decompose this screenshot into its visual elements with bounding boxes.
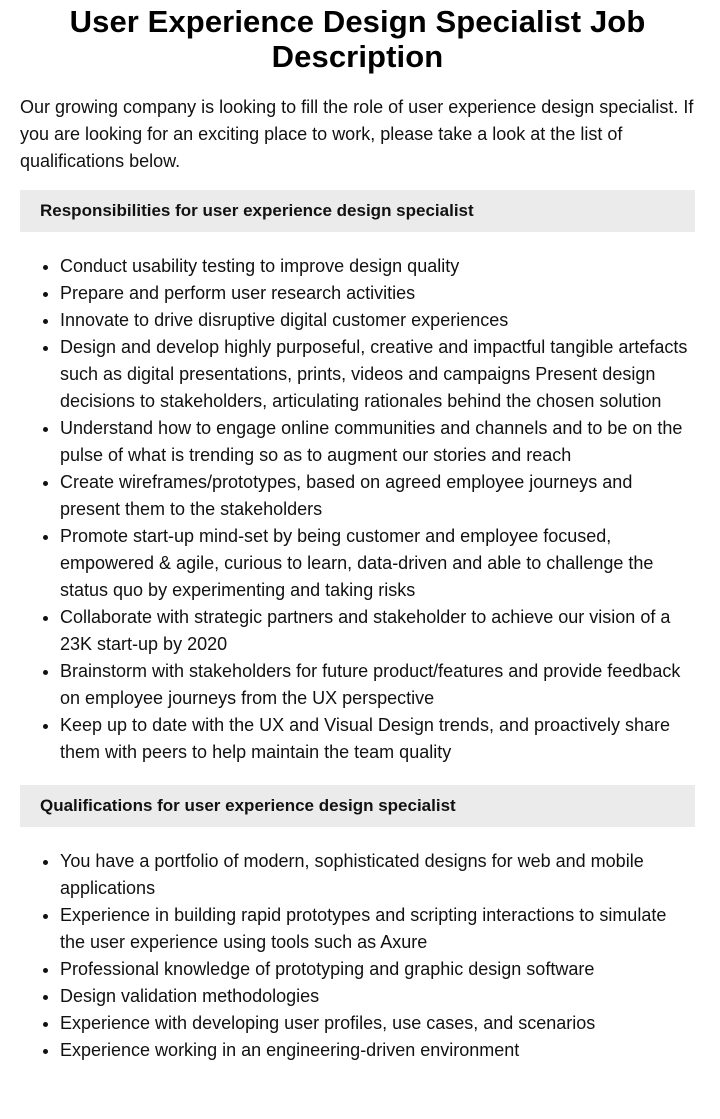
- responsibilities-heading: Responsibilities for user experience design specialist: [20, 190, 695, 232]
- list-item: • Brainstorm with stakeholders for future product/features and provide feedback on employee journeys from the UX perspective: [60, 658, 695, 712]
- list-item: • Keep up to date with the UX and Visual Design trends, and proactively share them with peers to help maintain the team quality: [60, 712, 695, 766]
- list-item: • Promote start-up mind-set by being customer and employee focused, empowered & agile, curious to learn, data-driven and able to challenge the status quo by experimenting and taking risks: [60, 523, 695, 604]
- list-item: • Experience in building rapid prototypes and scripting interactions to simulate the user experience using tools such as Axure: [60, 902, 695, 956]
- list-item: • Design validation methodologies: [60, 983, 695, 1010]
- list-item: • Conduct usability testing to improve design quality: [60, 253, 695, 280]
- list-item: • Experience with developing user profiles, use cases, and scenarios: [60, 1010, 695, 1037]
- qualifications-heading: Qualifications for user experience design specialist: [20, 785, 695, 827]
- list-item: • Understand how to engage online communities and channels and to be on the pulse of what is trending so as to augment our stories and reach: [60, 415, 695, 469]
- qualifications-list: [20, 848, 695, 1064]
- list-item: • Collaborate with strategic partners and stakeholder to achieve our vision of a 23K start-up by 2020: [60, 604, 695, 658]
- list-item: • Prepare and perform user research activities: [60, 280, 695, 307]
- page-title: User Experience Design Specialist Job Description: [69, 4, 646, 74]
- list-item: • Innovate to drive disruptive digital customer experiences: [60, 307, 695, 334]
- responsibilities-list: [20, 253, 695, 766]
- list-item: • Design and develop highly purposeful, creative and impactful tangible artefacts such as digital presentations, prints, videos and campaigns Present design decisions to stakeholders, articulating rationales behind the chosen solution: [60, 334, 695, 415]
- list-item: • Experience working in an engineering-driven environment: [60, 1037, 695, 1064]
- intro-paragraph: Our growing company is looking to fill the role of user experience design specialist. If you are looking for an exciting place to work, please take a look at the list of qualifications below.: [20, 97, 694, 171]
- list-item: • You have a portfolio of modern, sophisticated designs for web and mobile applications: [60, 848, 695, 902]
- list-item: • Create wireframes/prototypes, based on agreed employee journeys and present them to the stakeholders: [60, 469, 695, 523]
- list-item: • Professional knowledge of prototyping and graphic design software: [60, 956, 695, 983]
